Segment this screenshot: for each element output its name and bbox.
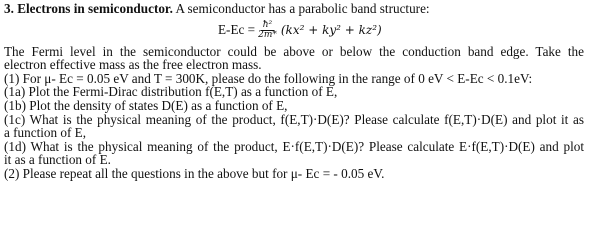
question-1d-line-1: (1d) What is the physical meaning of the product, E·f(E,T)·D(E)? Please calculate E·f(E,T)·D(E) and plot bbox=[4, 138, 584, 154]
equation-lhs: E-Ec = bbox=[218, 22, 256, 38]
band-equation-row bbox=[4, 16, 590, 45]
problem-title: Electrons in semiconductor. bbox=[17, 1, 173, 16]
problem-heading-line bbox=[4, 2, 590, 16]
paragraph-line-2: electron effective mass as the free electron mass. bbox=[4, 57, 262, 73]
paragraph-line-1: The Fermi level in the semiconductor could be above or below the conduction band edge. Take the bbox=[4, 43, 584, 59]
question-1a: (1a) Plot the Fermi-Dirac distribution f(E,T) as a function of E, bbox=[4, 84, 338, 100]
question-1: (1) For μ- Ec = 0.05 eV and T = 300K, please do the following in the range of 0 eV < E-Ec < 0.1eV: bbox=[4, 70, 533, 86]
fraction-denominator: 2m* bbox=[258, 29, 277, 40]
question-1c-line-2: a function of E, bbox=[4, 125, 87, 141]
problem-intro: A semiconductor has a parabolic band structure: bbox=[175, 1, 430, 16]
equation-rhs: (kx² + ky² + kz²) bbox=[280, 23, 382, 38]
problem-text bbox=[4, 2, 590, 181]
question-1b: (1b) Plot the density of states D(E) as a function of E, bbox=[4, 97, 288, 113]
band-equation bbox=[218, 21, 382, 40]
fraction-numerator: ħ² bbox=[262, 19, 273, 30]
question-1c-line-1: (1c) What is the physical meaning of the product, f(E,T)·D(E)? Please calculate f(E,T)·D(E) and plot it as bbox=[4, 111, 584, 127]
problem-number: 3. bbox=[4, 1, 14, 16]
question-1d-line-2: it as a function of E. bbox=[4, 152, 111, 168]
question-2: (2) Please repeat all the questions in the above but for μ- Ec = - 0.05 eV. bbox=[4, 165, 385, 181]
equation-fraction bbox=[257, 21, 278, 40]
